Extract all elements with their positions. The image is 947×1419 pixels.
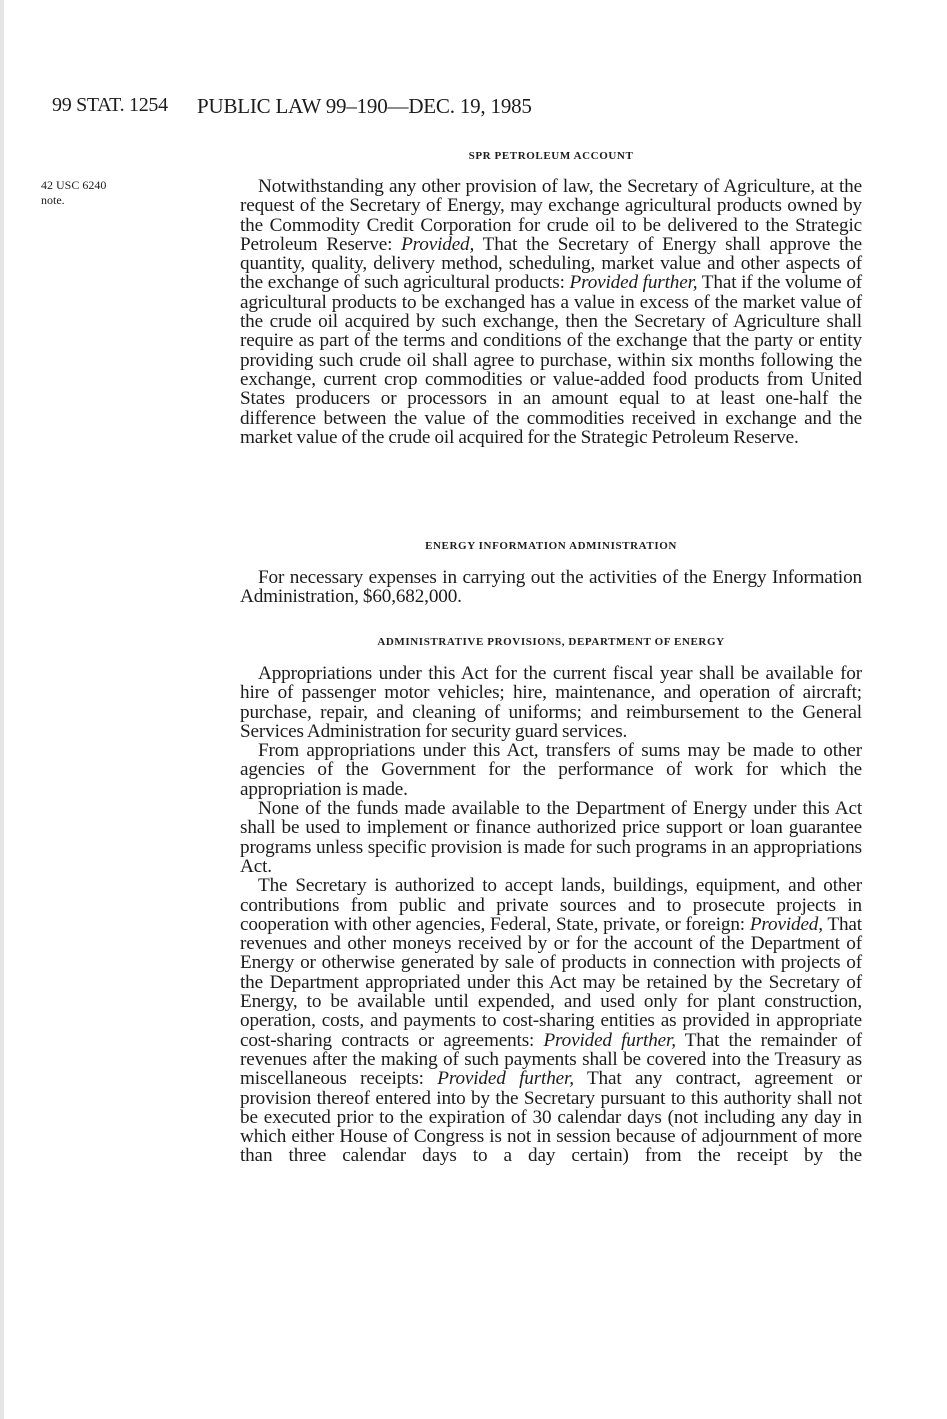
- margin-citation-note: note.: [41, 193, 65, 207]
- section-heading-spr-petroleum-account: SPR PETROLEUM ACCOUNT: [468, 150, 634, 162]
- page-edge: [0, 0, 4, 1419]
- paragraph-price-support: None of the funds made available to the Department of Energy under this Act shall be used to implement or finance authorized price support or loan guarantee programs unless specific provision is made for such programs in an appropriations Act.: [240, 798, 862, 877]
- paragraph-vehicles-aircraft: Appropriations under this Act for the current fiscal year shall be available for hire of passenger motor vehicles; hire, maintenance, and operation of aircraft; purchase, repair, and cleaning of uniforms; and reimbursement to the General Services Administration for security guard services.: [240, 663, 862, 742]
- paragraph-eia-appropriation: For necessary expenses in carrying out the activities of the Energy Information Administration, $60,682,000.: [240, 567, 862, 608]
- administrative-provisions-body: [240, 664, 862, 1166]
- margin-citation-usc: 42 USC 6240: [41, 178, 107, 192]
- margin-citation: [41, 178, 106, 208]
- running-head: [0, 94, 947, 124]
- paragraph-transfers: From appropriations under this Act, transfers of sums may be made to other agencies of the Government for the performance of work for which the appropriation is made.: [240, 740, 862, 800]
- running-title: PUBLIC LAW 99–190—DEC. 19, 1985: [197, 94, 532, 118]
- section-heading-administrative-provisions: ADMINISTRATIVE PROVISIONS, DEPARTMENT OF ENERGY: [377, 636, 725, 648]
- paragraph-spr-exchange: Notwithstanding any other provision of law, the Secretary of Agriculture, at the request of the Secretary of Energy, may exchange agricultural products owned by the Commodity Credit Corporation for crude oil to be delivered to the Strategic Petroleum Reserve: Provided, That the Secretary of Energy shall approve the quantity, quality, delivery method, scheduling, market value and other aspects of the exchange of such agricultural products: Provided further, That if the volume of agricultural products to be exchanged has a value in excess of the market value of the crude oil acquired by such exchange, then the Secretary of Agriculture shall require as part of the terms and conditions of the exchange that the party or entity providing such crude oil shall agree to purchase, within six months following the exchange, current crop commodities or value-added food products from United States producers or processors in an amount equal to at least one-half the difference between the value of the commodities received in exchange and the market value of the crude oil acquired for the Strategic Petroleum Reserve.: [240, 176, 863, 448]
- section-heading-energy-information-administration: ENERGY INFORMATION ADMINISTRATION: [425, 540, 677, 552]
- paragraph-contributions-revenues: The Secretary is authorized to accept lands, buildings, equipment, and other contributions from public and private sources and to prosecute projects in cooperation with other agencies, Federal, State, private, or foreign: Provided, That revenues and other moneys received by or for the account of the Department of Energy or otherwise generated by sale of products in connection with projects of the Department appropriated under this Act may be retained by the Secretary of Energy, to be available until expended, and used only for plant construction, operation, costs, and payments to cost-sharing entities as provided in appropriate cost-sharing contracts or agreements: Provided further, That the remainder of revenues after the making of such payments shall be covered into the Treasury as miscellaneous receipts: Provided further, That any contract, agreement or provision thereof entered into by the Secretary pursuant to this authority shall not be executed prior to the expiration of 30 calendar days (not including any day in which either House of Congress is not in session because of adjournment of more than three calendar days to a day certain) from the receipt by the: [240, 875, 862, 1167]
- statute-page-number: 99 STAT. 1254: [52, 94, 168, 116]
